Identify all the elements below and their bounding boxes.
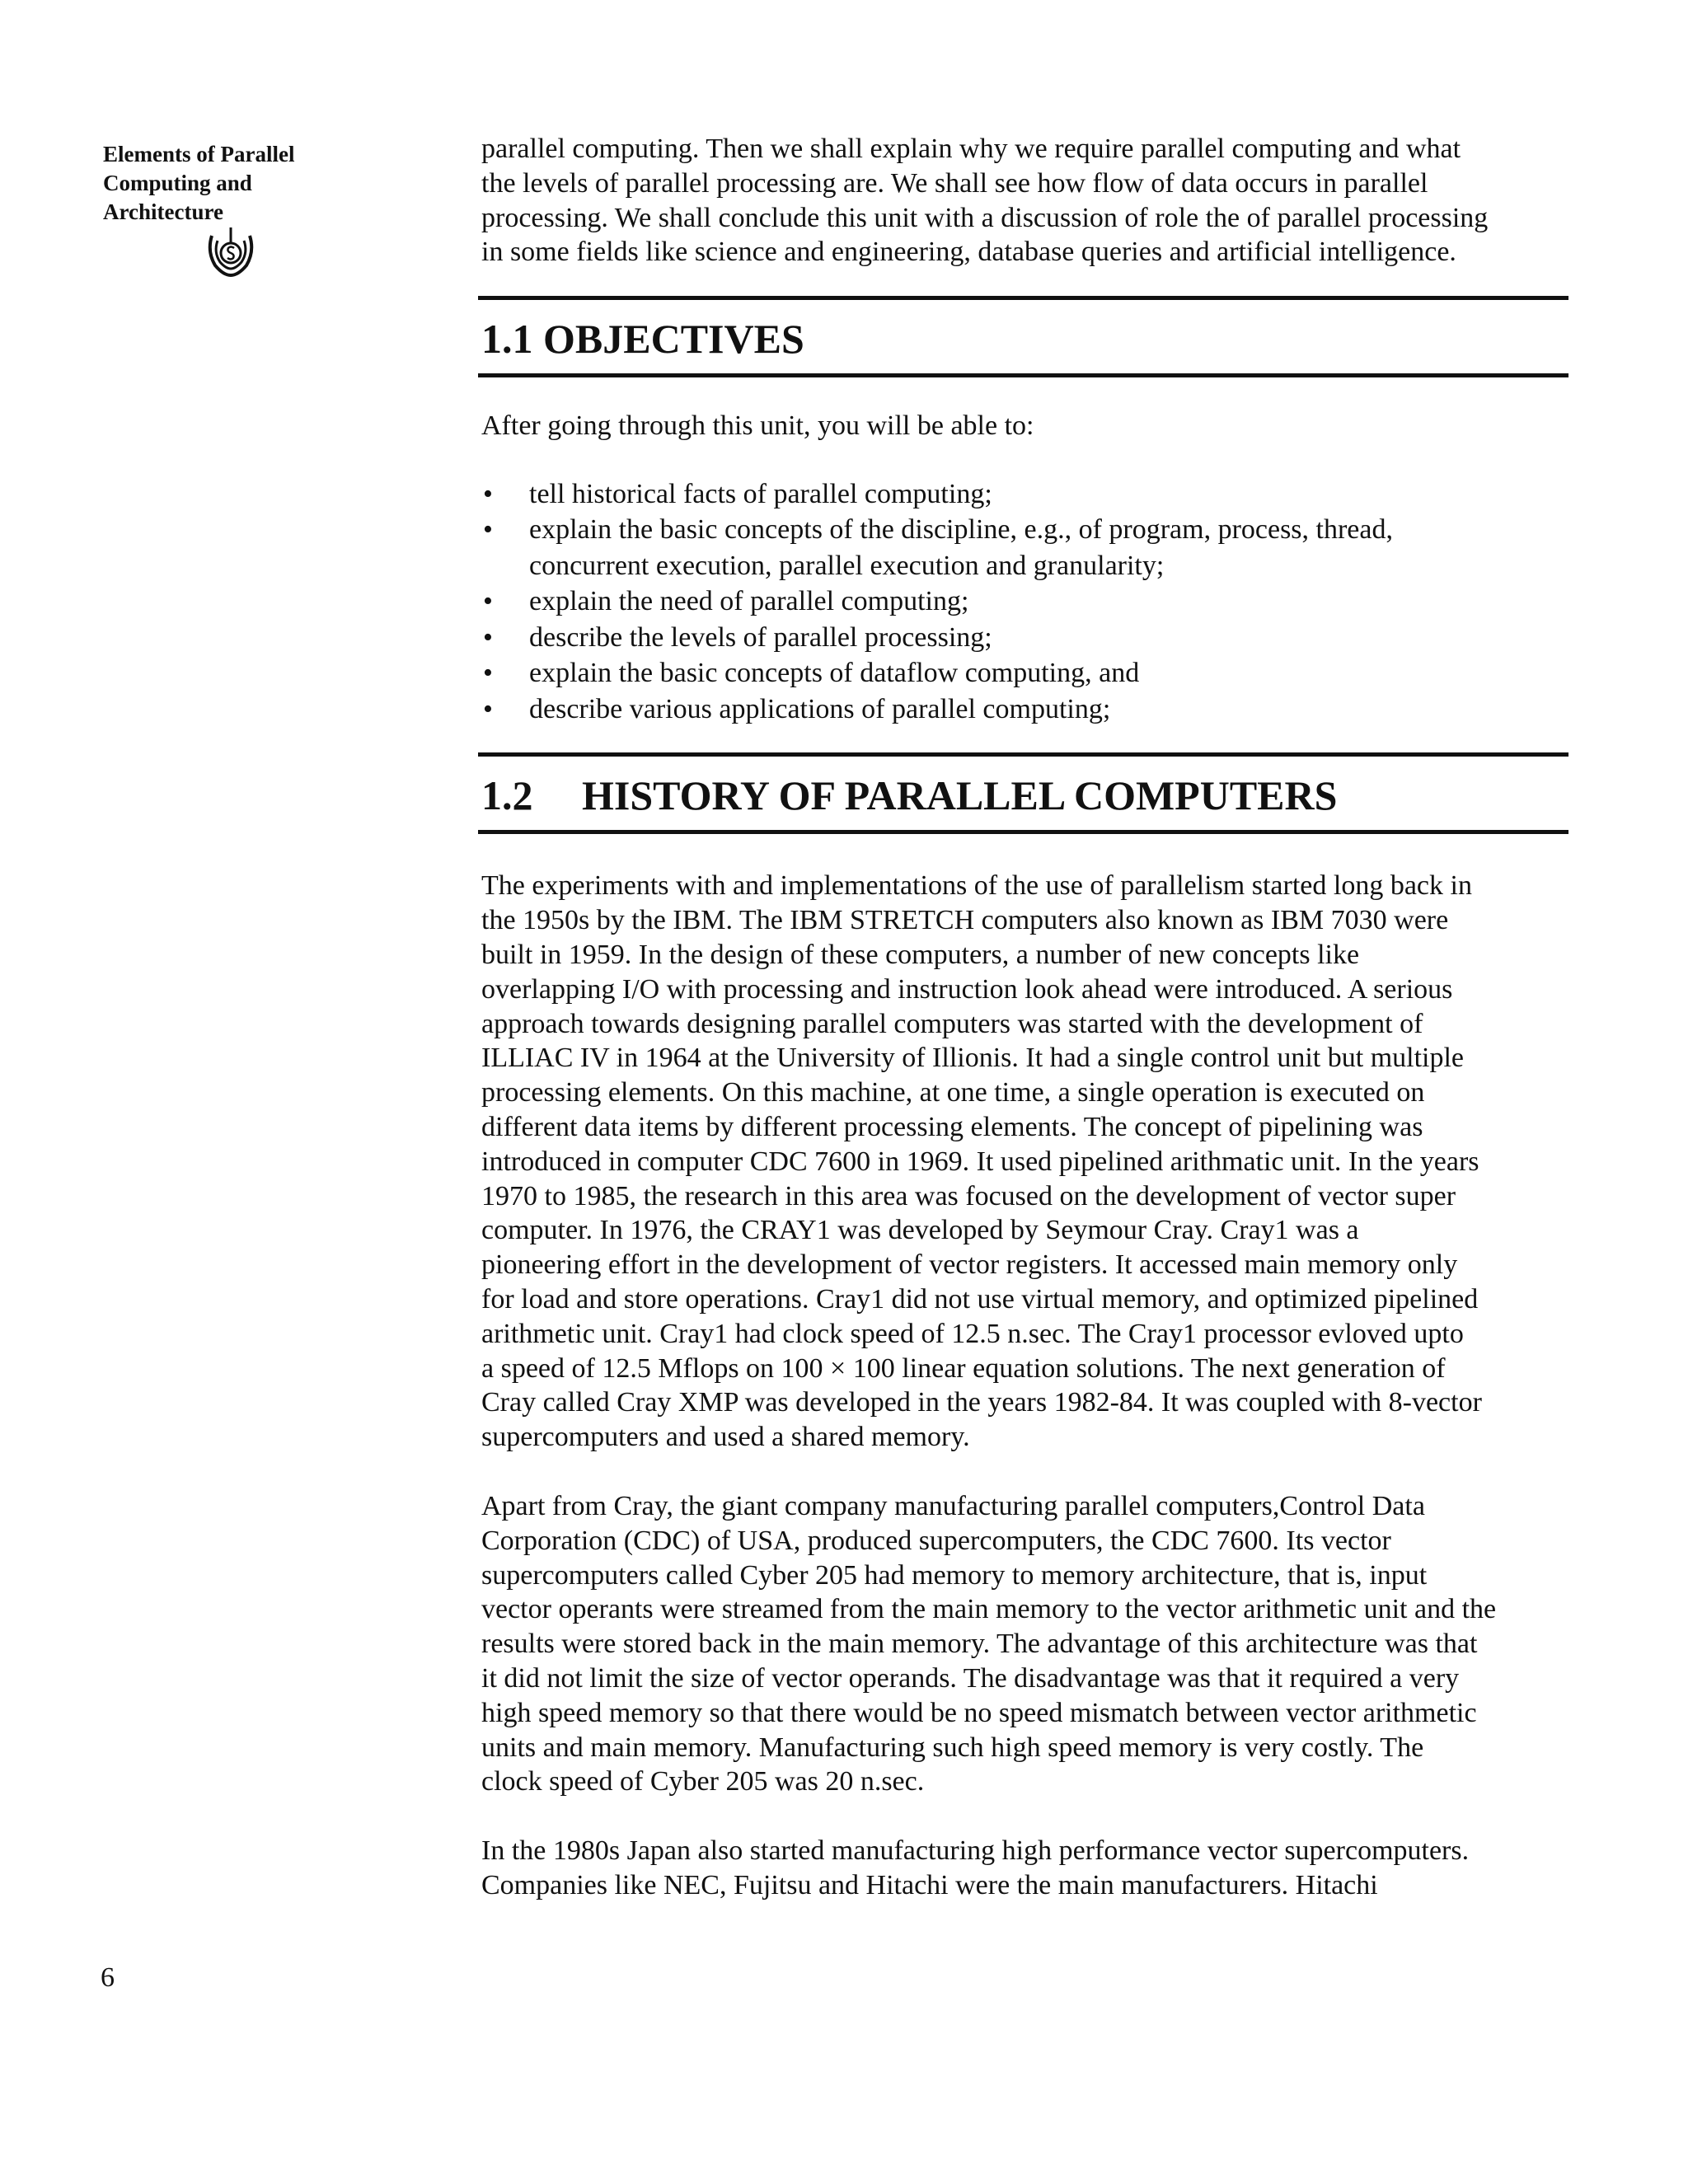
intro-paragraph — [481, 132, 1571, 269]
text-line: units and main memory. Manufacturing such high speed memory is very costly. The — [481, 1732, 1424, 1763]
text-line: ILLIAC IV in 1964 at the University of Illionis. It had a single control unit but multiple — [481, 1043, 1465, 1074]
text-line: The experiments with and implementations of the use of parallelism started long back in — [481, 870, 1472, 902]
list-item — [481, 512, 1571, 583]
bullet-icon: • — [483, 586, 493, 617]
list-item — [481, 620, 1571, 656]
list-item — [481, 476, 1571, 513]
text-line: built in 1959. In the design of these computers, a number of new concepts like — [481, 940, 1360, 971]
text-line: Companies like NEC, Fujitsu and Hitachi were the main manufacturers. Hitachi — [481, 1870, 1378, 1900]
bullet-icon: • — [483, 693, 493, 724]
section-rule-top — [478, 752, 1568, 757]
text-line: a speed of 12.5 Mflops on 100 × 100 linear equation solutions. The next generation of — [481, 1352, 1446, 1384]
text-line: explain the basic concepts of dataflow computing, and — [529, 658, 1140, 689]
text-line: the 1950s by the IBM. The IBM STRETCH computers also known as IBM 7030 were — [481, 905, 1449, 936]
section-heading-history — [481, 771, 1571, 820]
section-heading-objectives: 1.1 OBJECTIVES — [481, 316, 804, 363]
text-line: computer. In 1976, the CRAY1 was developed by Seymour Cray. Cray1 was a — [481, 1215, 1359, 1246]
text-line: describe the levels of parallel processing; — [529, 621, 992, 653]
text-line: supercomputers called Cyber 205 had memory to memory architecture, that is, input — [481, 1559, 1428, 1591]
book-title-line: Architecture — [103, 199, 223, 224]
text-line: vector operants were streamed from the main memory to the vector arithmetic unit and the — [481, 1594, 1497, 1625]
text-line: different data items by different processing elements. The concept of pipelining was — [481, 1112, 1423, 1143]
text-line: in some fields like science and engineering, database queries and artificial intelligence. — [481, 237, 1456, 268]
list-item — [481, 583, 1571, 620]
history-paragraph — [481, 1834, 1571, 1903]
text-line: supercomputers and used a shared memory. — [481, 1422, 970, 1453]
history-paragraph — [481, 1489, 1571, 1799]
text-line: concurrent execution, parallel execution and granularity; — [529, 550, 1165, 581]
main-content — [481, 132, 1571, 1903]
section-rule-bottom — [478, 373, 1568, 377]
text-line: introduced in computer CDC 7600 in 1969. It used pipelined arithmatic unit. In the years — [481, 1146, 1479, 1177]
section-rule-top — [478, 296, 1568, 300]
text-line: approach towards designing parallel computers was started with the development of — [481, 1008, 1423, 1039]
page-number: 6 — [101, 1962, 115, 1993]
text-line: explain the need of parallel computing; — [529, 586, 969, 617]
text-line: processing elements. On this machine, at one time, a single operation is executed on — [481, 1077, 1425, 1108]
text-line: describe various applications of parallel computing; — [529, 693, 1111, 724]
text-line: Cray called Cray XMP was developed in the years 1982-84. It was coupled with 8-vector — [481, 1387, 1482, 1418]
objectives-list — [481, 476, 1571, 728]
text-line: parallel computing. Then we shall explain why we require parallel computing and what — [481, 134, 1461, 164]
bullet-icon: • — [483, 478, 493, 509]
text-line: explain the basic concepts of the discipline, e.g., of program, process, thread, — [529, 514, 1393, 546]
text-line: the levels of parallel processing are. We shall see how flow of data occurs in parallel — [481, 167, 1428, 199]
section-title: HISTORY OF PARALLEL COMPUTERS — [582, 772, 1338, 819]
text-line: results were stored back in the main memory. The advantage of this architecture was that — [481, 1629, 1478, 1660]
text-line: overlapping I/O with processing and instruction look ahead were introduced. A serious — [481, 973, 1453, 1005]
list-item — [481, 691, 1571, 728]
text-line: Corporation (CDC) of USA, produced supercomputers, the CDC 7600. Its vector — [481, 1525, 1391, 1556]
text-line: high speed memory so that there would be no speed mismatch between vector arithmetic — [481, 1697, 1477, 1728]
section-rule-bottom — [478, 830, 1568, 834]
text-line: After going through this unit, you will be able to: — [481, 410, 1034, 442]
book-title-line: Elements of Parallel — [103, 142, 295, 166]
text-line: tell historical facts of parallel computing; — [529, 478, 992, 509]
text-line: it did not limit the size of vector operands. The disadvantage was that it required a very — [481, 1663, 1460, 1694]
book-title-line: Computing and — [103, 171, 252, 195]
bullet-icon: • — [483, 621, 493, 653]
university-emblem-icon — [204, 224, 258, 279]
text-line: 1970 to 1985, the research in this area was focused on the development of vector super — [481, 1180, 1456, 1212]
book-title — [103, 140, 375, 227]
text-line: arithmetic unit. Cray1 had clock speed of 12.5 n.sec. The Cray1 processor evloved upto — [481, 1318, 1464, 1349]
text-line: for load and store operations. Cray1 did not use virtual memory, and optimized pipelined — [481, 1284, 1479, 1315]
bullet-icon: • — [483, 658, 493, 689]
text-line: processing. We shall conclude this unit with a discussion of role the of parallel processing — [481, 202, 1489, 233]
text-line: Apart from Cray, the giant company manufacturing parallel computers,Control Data — [481, 1491, 1425, 1522]
text-line: In the 1980s Japan also started manufacturing high performance vector supercomputers. — [481, 1835, 1470, 1867]
text-line: clock speed of Cyber 205 was 20 n.sec. — [481, 1766, 925, 1797]
section-number: 1.2 — [481, 772, 533, 819]
bullet-icon: • — [483, 514, 493, 546]
text-line: pioneering effort in the development of vector registers. It accessed main memory only — [481, 1249, 1458, 1281]
history-paragraph — [481, 869, 1571, 1455]
list-item — [481, 655, 1571, 691]
objectives-lead — [481, 409, 1571, 443]
